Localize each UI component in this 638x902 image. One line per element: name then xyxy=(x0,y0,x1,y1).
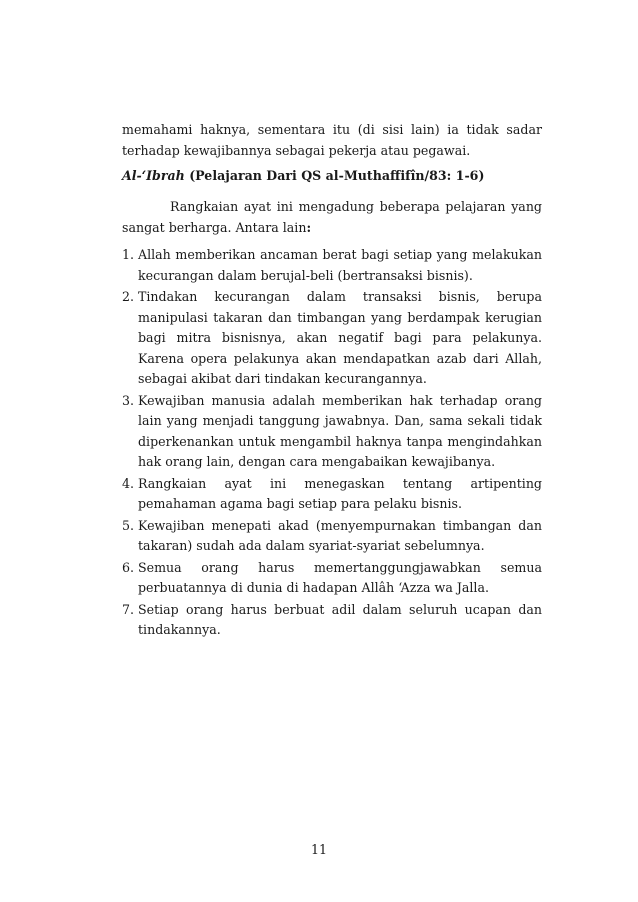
list-item xyxy=(122,287,542,390)
list-item-number: 2. xyxy=(122,289,135,304)
list-item-number: 6. xyxy=(122,559,135,575)
list-item-number: 4. xyxy=(122,475,135,491)
heading-italic: Al-‘Ibrah xyxy=(122,168,185,183)
list-item-number: 5. xyxy=(122,517,135,533)
intro-paragraph: memahami haknya, sementara itu (di sisi lain) ia tidak sadar terhadap kewajibannya sebagai pekerja atau pegawai. xyxy=(122,122,542,158)
list-item xyxy=(122,558,542,599)
list-item-number: 7. xyxy=(122,601,135,617)
list-item-text: Semua orang harus memertanggungjawabkan semua perbuatannya di dunia di hadapan Allâh ‘Azza wa Jalla. xyxy=(138,559,542,595)
lead-paragraph xyxy=(122,197,542,238)
list-item xyxy=(122,516,542,557)
list-item-text: Allah memberikan ancaman berat bagi setiap yang melakukan kecurangan dalam berujal-beli (bertransaksi bisnis). xyxy=(138,247,542,283)
list-item-text: Setiap orang harus berbuat adil dalam seluruh ucapan dan tindakannya. xyxy=(138,601,542,637)
list-item xyxy=(122,391,542,473)
list-item-number: 1. xyxy=(122,247,135,262)
list-item-text: Kewajiban menepati akad (menyempurnakan timbangan dan takaran) sudah ada dalam syariat-syariat sebelumnya. xyxy=(138,517,542,553)
heading-title: (Pelajaran Dari QS al-Muthaffifîn/83: 1-6) xyxy=(184,168,485,183)
lessons-list xyxy=(122,245,542,642)
list-item-text: Rangkaian ayat ini menegaskan tentang artipenting pemahaman agama bagi setiap para pelaku bisnis. xyxy=(138,475,542,511)
list-item xyxy=(122,600,542,641)
list-item-text: Kewajiban manusia adalah memberikan hak terhadap orang lain yang menjadi tanggung jawabnya. Dan, sama sekali tidak diperkenankan untuk mengambil haknya tanpa mengindahkan hak orang lain, dengan cara mengabaikan kewajibanya. xyxy=(138,392,542,469)
lead-colon: : xyxy=(306,219,312,235)
list-item xyxy=(122,474,542,515)
section-heading xyxy=(122,166,542,186)
page-number: 11 xyxy=(310,842,328,857)
list-item-text: Tindakan kecurangan dalam transaksi bisnis, berupa manipulasi takaran dan timbangan yang berdampak kerugian bagi mitra bisnisnya, akan negatif bagi para pelakunya. Karena opera pelakunya akan mendapatkan azab dari Allah, sebagai akibat dari tindakan kecurangannya. xyxy=(138,289,542,386)
list-item xyxy=(122,245,542,286)
list-item-number: 3. xyxy=(122,392,135,408)
lead-text: Rangkaian ayat ini mengadung beberapa pelajaran yang sangat berharga. Antara lain xyxy=(122,199,542,235)
